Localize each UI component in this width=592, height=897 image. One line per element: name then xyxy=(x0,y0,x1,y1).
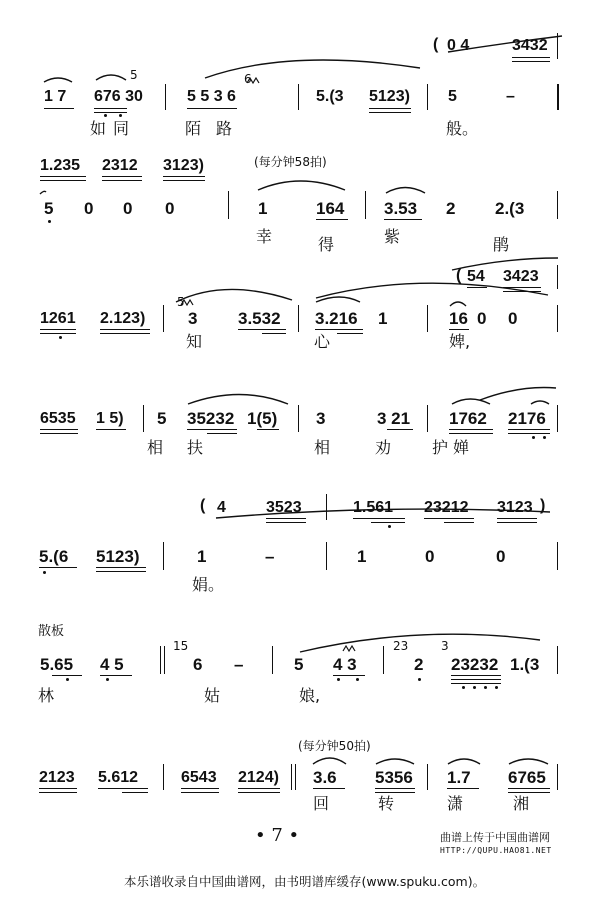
note: 6 xyxy=(193,655,203,674)
lyric: 相 xyxy=(314,438,331,457)
lyric: 知 xyxy=(186,332,203,351)
note: 3 xyxy=(188,309,198,328)
note: 0 xyxy=(84,199,94,218)
grace-note: 5 xyxy=(177,295,185,309)
note: 1 7 xyxy=(44,88,67,105)
note: 1 xyxy=(357,547,367,566)
grace-note: 3 xyxy=(441,639,449,653)
note: 1 5) xyxy=(96,410,124,427)
tempo-marking: (每分钟50拍) xyxy=(298,739,371,753)
lyric: 转 xyxy=(378,794,395,813)
note: 2 xyxy=(446,199,456,218)
note: 6535 xyxy=(40,410,76,427)
note: 3.53 xyxy=(384,199,418,218)
tempo-label: 散板 xyxy=(38,624,65,639)
grace-note: 6 xyxy=(244,72,252,86)
note: 0 xyxy=(508,309,518,328)
note: 23232 xyxy=(451,655,499,674)
note: 0 xyxy=(425,547,435,566)
note: 5 xyxy=(294,655,304,674)
note: 35232 xyxy=(187,409,235,428)
note: 1.7 xyxy=(447,768,471,787)
lyric: 娘, xyxy=(299,686,321,705)
grace-note: 5 xyxy=(130,68,138,82)
note: 5.(3 xyxy=(316,88,344,105)
upper-open-paren: ( xyxy=(456,267,462,284)
dash: – xyxy=(506,88,515,105)
note: 2312 xyxy=(102,157,138,174)
grace-note: 15 xyxy=(173,639,189,653)
watermark-site-name: 曲谱上传于中国曲谱网 xyxy=(440,831,550,844)
note: 1.235 xyxy=(40,157,81,174)
upper-note: 1.561 xyxy=(353,499,394,516)
dash: – xyxy=(234,655,244,674)
lyric: 紫 xyxy=(384,227,401,246)
lyric: 湘 xyxy=(513,794,530,813)
note: 2 xyxy=(414,655,424,674)
lyric: 劝 xyxy=(375,438,392,457)
note: 3.532 xyxy=(238,309,281,328)
lyric: 心 xyxy=(314,332,331,351)
lyric: 得 xyxy=(318,235,335,254)
upper-note: 4 xyxy=(217,499,226,516)
lyric: 姑 xyxy=(204,686,221,705)
note: 1(5) xyxy=(247,409,278,428)
note: 2176 xyxy=(508,409,546,428)
lyric: 回 xyxy=(313,794,330,813)
page-number: • 7 • xyxy=(255,825,300,846)
lyric: 婢, xyxy=(449,332,471,351)
note: 0 xyxy=(477,309,487,328)
note: 3 21 xyxy=(377,409,411,428)
note: 164 xyxy=(316,199,345,218)
grace-note: 23 xyxy=(393,639,409,653)
note: 3.6 xyxy=(313,768,337,787)
upper-note: 0 4 xyxy=(447,37,470,54)
note: 0 xyxy=(165,199,175,218)
lyric: 娟。 xyxy=(192,575,225,594)
note: 6543 xyxy=(181,769,217,786)
note: 4 3 xyxy=(333,655,357,674)
lyric: 如 xyxy=(90,119,107,138)
note: 5356 xyxy=(375,768,413,787)
note: 3 xyxy=(316,409,326,428)
note: 5 5 3 6 xyxy=(187,88,236,105)
note: 4 5 xyxy=(100,655,124,674)
note: 1 xyxy=(197,547,207,566)
note: 5.65 xyxy=(40,655,74,674)
watermark-url: HTTP://QUPU.HAO81.NET xyxy=(440,846,552,855)
lyric: 潇 xyxy=(447,794,464,813)
lyric: 路 xyxy=(216,119,233,138)
note: 3.216 xyxy=(315,309,358,328)
dash: – xyxy=(265,547,275,566)
upper-note: 3523 xyxy=(266,499,302,516)
upper-note: 23212 xyxy=(424,499,469,516)
upper-note: 54 xyxy=(467,268,485,285)
note: 0 xyxy=(123,199,133,218)
note: 5.612 xyxy=(98,769,139,786)
lyric: 鹃 xyxy=(493,235,510,254)
note: 5.(6 xyxy=(39,547,69,566)
lyric: 护 xyxy=(432,438,449,457)
note: 5 xyxy=(44,199,54,218)
tempo-marking: (每分钟58拍) xyxy=(254,155,327,169)
lyric: 幸 xyxy=(256,227,273,246)
note: 5123) xyxy=(96,547,140,566)
note: 676 30 xyxy=(94,88,143,105)
note: 2.(3 xyxy=(495,199,525,218)
lyric: 林 xyxy=(38,686,55,705)
upper-open-paren: ( xyxy=(433,36,439,53)
note: 5 xyxy=(448,88,457,105)
lyric: 扶 xyxy=(187,438,204,457)
footer-note: 本乐谱收录自中国曲谱网，由书明谱库缓存(www.spuku.com)。 xyxy=(124,874,486,889)
note: 0 xyxy=(496,547,506,566)
note: 5123) xyxy=(369,88,410,105)
note: 6765 xyxy=(508,768,546,787)
lyric: 婵 xyxy=(453,438,470,457)
upper-close-paren: ) xyxy=(540,497,546,514)
lyric: 般。 xyxy=(446,119,479,138)
note: 1.(3 xyxy=(510,655,540,674)
lyric: 陌 xyxy=(185,119,202,138)
lyric: 相 xyxy=(147,438,164,457)
note: 1 xyxy=(378,309,388,328)
lyric: 同 xyxy=(113,119,130,138)
note: 2.123) xyxy=(100,310,146,327)
note: 2123 xyxy=(39,769,75,786)
upper-open-paren: ( xyxy=(200,497,206,514)
note: 1261 xyxy=(40,310,76,327)
note: 1762 xyxy=(449,409,487,428)
upper-note: 3423 xyxy=(503,268,539,285)
note: 5 xyxy=(157,409,167,428)
note: 3123) xyxy=(163,157,204,174)
note: 16 xyxy=(449,309,468,328)
upper-note: 3123 xyxy=(497,499,533,516)
upper-note: 3432 xyxy=(512,37,548,54)
note: 1 xyxy=(258,199,268,218)
note: 2124) xyxy=(238,769,279,786)
